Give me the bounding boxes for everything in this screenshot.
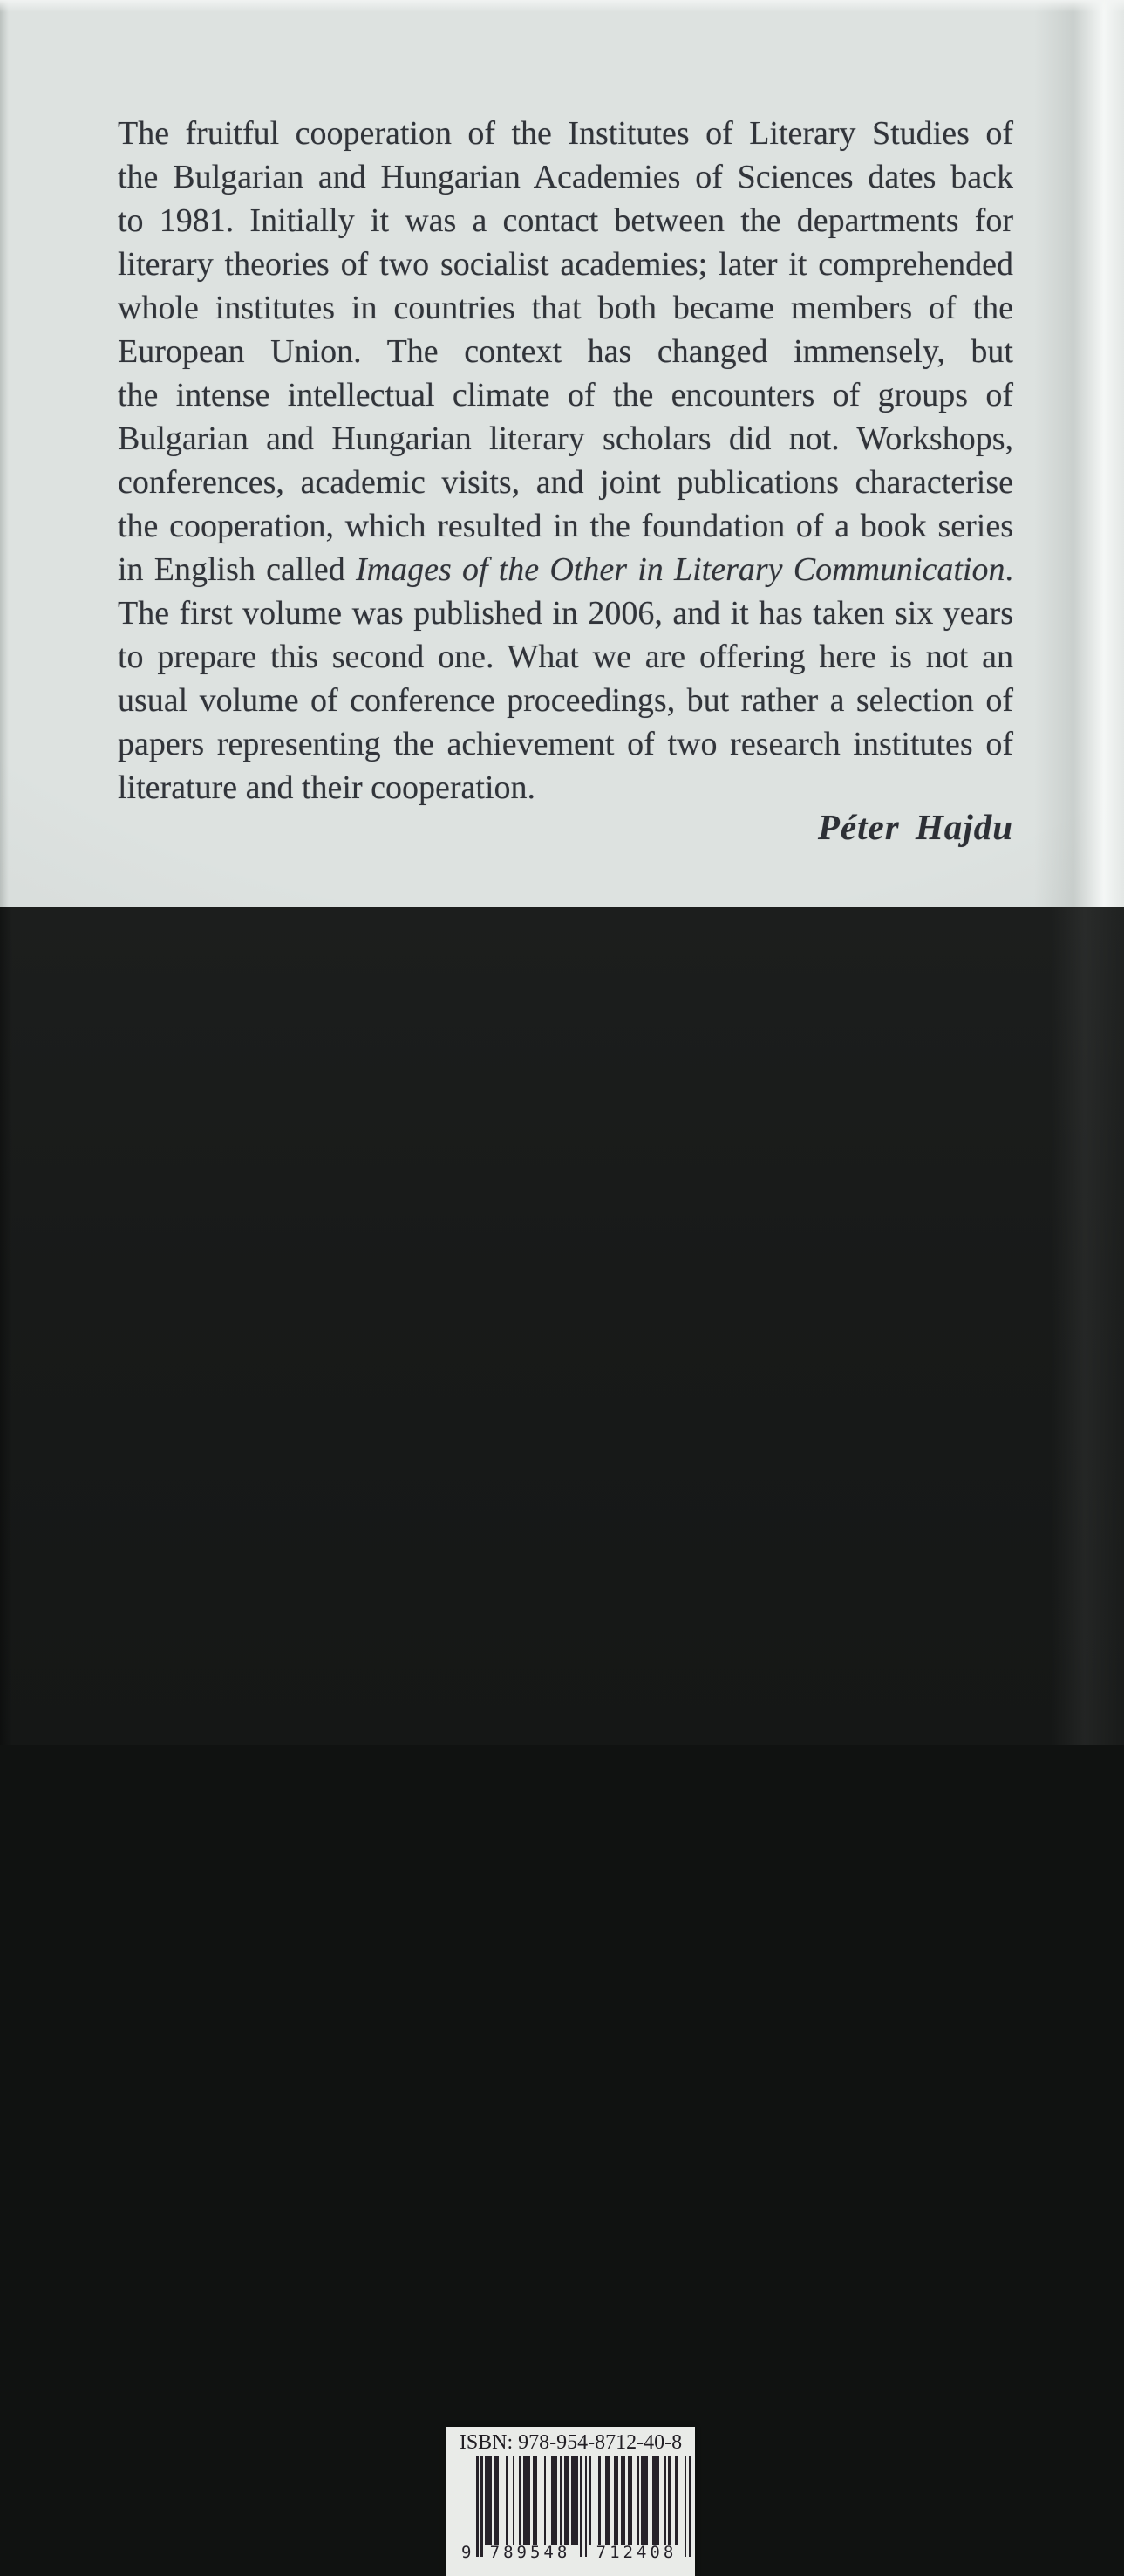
isbn-barcode-box	[446, 2427, 695, 2576]
blurb-line: to prepare this second one. What we are offering here is not an	[118, 639, 1013, 675]
blurb-line-text: .	[1005, 551, 1013, 588]
blurb-line: papers representing the achievement of two research institutes of	[118, 726, 1013, 762]
blurb-section	[0, 0, 1124, 907]
blurb-paragraph	[118, 112, 1013, 810]
isbn-section	[0, 907, 1124, 2562]
isbn-label: ISBN: 978-954-8712-40-8	[459, 2431, 683, 2454]
blurb-line: European Union. The context has changed immensely, but	[118, 333, 1013, 370]
blurb-line: The fruitful cooperation of the Institutes of Literary Studies of	[118, 115, 1013, 152]
blurb-line: Bulgarian and Hungarian literary scholars did not. Workshops,	[118, 420, 1013, 457]
blurb-line: conferences, academic visits, and joint publications characterise	[118, 464, 1013, 501]
barcode-left-digits: 789548	[489, 2543, 571, 2562]
series-title-italic: Images of the Other in Literary Communication	[356, 551, 1005, 588]
blurb-line-text: in English called	[118, 551, 356, 588]
blurb-line: the cooperation, which resulted in the foundation of a book series	[118, 508, 1013, 544]
ean13-barcode	[461, 2456, 691, 2562]
barcode-module	[689, 2456, 691, 2557]
blurb-line: the Bulgarian and Hungarian Academies of Sciences dates back	[118, 159, 1013, 195]
barcode-first-digit: 9	[461, 2543, 472, 2562]
blurb-line: literary theories of two socialist academies; later it comprehended	[118, 246, 1013, 283]
blurb-line: whole institutes in countries that both became members of the	[118, 290, 1013, 326]
blurb-line: The first volume was published in 2006, and it has taken six years	[118, 595, 1013, 632]
blurb-line: the intense intellectual climate of the encounters of groups of	[118, 377, 1013, 413]
blurb-line-with-series-title	[118, 548, 1013, 591]
blurb-line: to 1981. Initially it was a contact between the departments for	[118, 202, 1013, 239]
blurb-line: usual volume of conference proceedings, but rather a selection of	[118, 682, 1013, 719]
blurb-line: literature and their cooperation.	[118, 769, 536, 806]
barcode-right-digits: 712408	[596, 2543, 678, 2562]
author-signature: Péter Hajdu	[817, 807, 1013, 847]
